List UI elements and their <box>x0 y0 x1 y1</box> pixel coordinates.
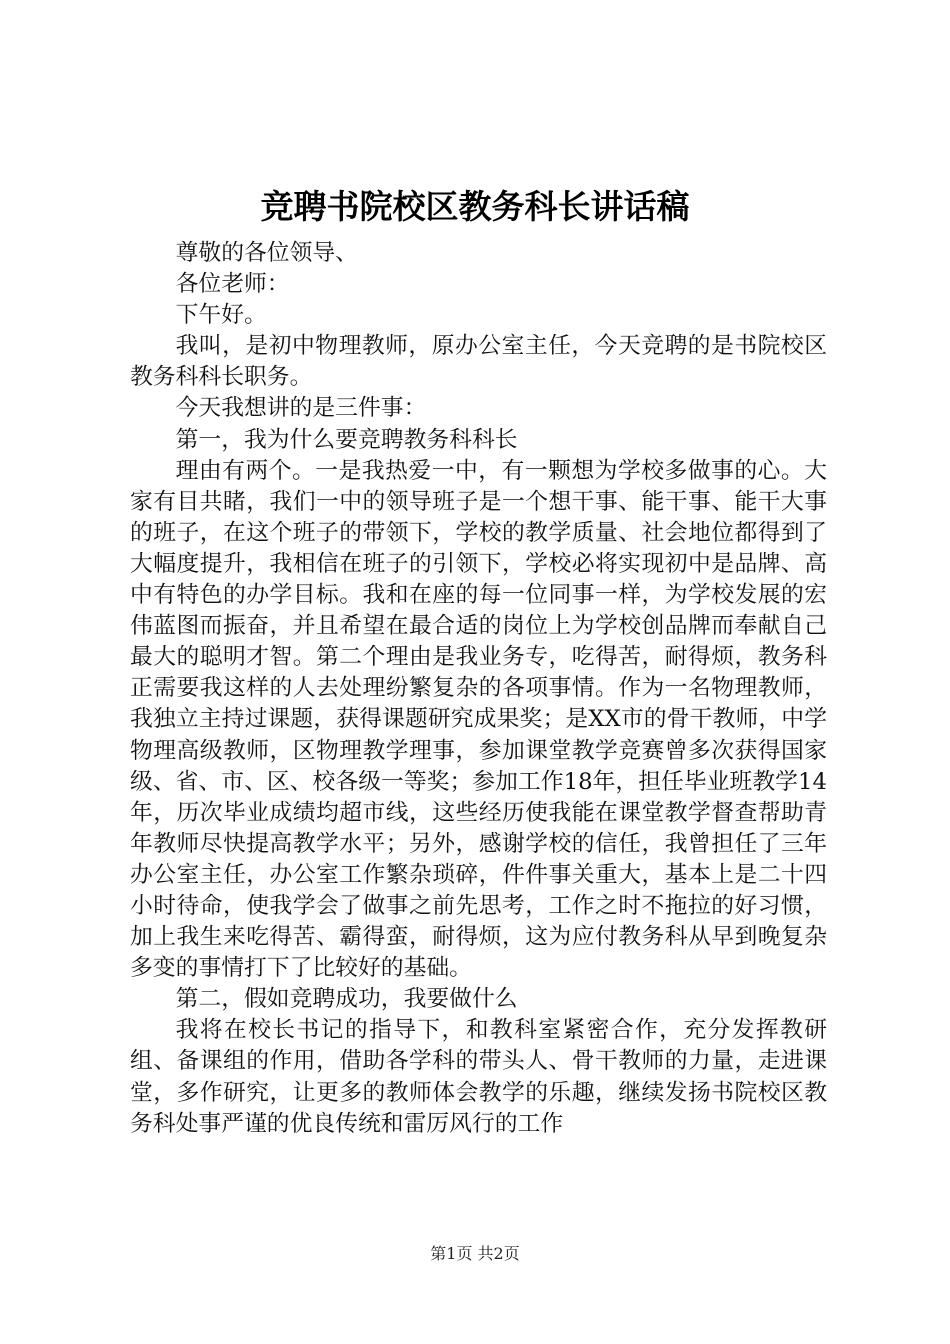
plan-paragraph: 我将在校长书记的指导下，和教科室紧密合作，充分发挥教研组、备课组的作用，借助各学科的带头人、骨干教师的力量，走进课堂，多作研究，让更多的教师体会教学的乐趣，继续发扬书院校区教务科处事严谨的优良传统和雷厉风行的工作 <box>130 1017 827 1137</box>
document-title: 竞聘书院校区教务科长讲话稿 <box>260 187 690 226</box>
self-introduction-paragraph: 我叫，是初中物理教师，原办公室主任，今天竞聘的是书院校区教务科科长职务。 <box>130 333 827 391</box>
salutation-line-2: 各位老师： <box>175 271 290 298</box>
document-body <box>130 238 827 1140</box>
greeting: 下午好。 <box>175 302 267 329</box>
section-heading-1: 第一，我为什么要竞聘教务科科长 <box>175 426 518 453</box>
section-heading-2: 第二，假如竞聘成功，我要做什么 <box>175 986 518 1013</box>
page-footer: 第1页 共2页 <box>430 1244 520 1263</box>
reasons-paragraph: 理由有两个。一是我热爱一中，有一颗想为学校多做事的心。大家有目共睹，我们一中的领导班子是一个想干事、能干事、能干大事的班子，在这个班子的带领下，学校的教学质量、社会地位都得到了大幅度提升，我相信在班子的引领下，学校必将实现初中是品牌、高中有特色的办学目标。我和在座的每一位同事一样，为学校发展的宏伟蓝图而振奋，并且希望在最合适的岗位上为学校创品牌而奉献自己最大的聪明才智。第二个理由是我业务专，吃得苦，耐得烦，教务科正需要我这样的人去处理纷繁复杂的各项事情。作为一名物理教师，我独立主持过课题，获得课题研究成果奖；是XX市的骨干教师，中学物理高级教师，区物理教学理事，参加课堂教学竞赛曾多次获得国家级、省、市、区、校各级一等奖；参加工作18年，担任毕业班教学14年，历次毕业成绩均超市线，这些经历使我能在课堂教学督查帮助青年教师尽快提高教学水平；另外，感谢学校的信任，我曾担任了三年办公室主任，办公室工作繁杂琐碎，件件事关重大，基本上是二十四小时待命，使我学会了做事之前先思考，工作之时不拖拉的好习惯，加上我生来吃得苦、霸得蛮，耐得烦，这为应付教务科从早到晚复杂多变的事情打下了比较好的基础。 <box>130 457 827 982</box>
topic-intro-paragraph: 今天我想讲的是三件事： <box>175 395 427 422</box>
salutation-line-1: 尊敬的各位领导、 <box>175 240 358 266</box>
